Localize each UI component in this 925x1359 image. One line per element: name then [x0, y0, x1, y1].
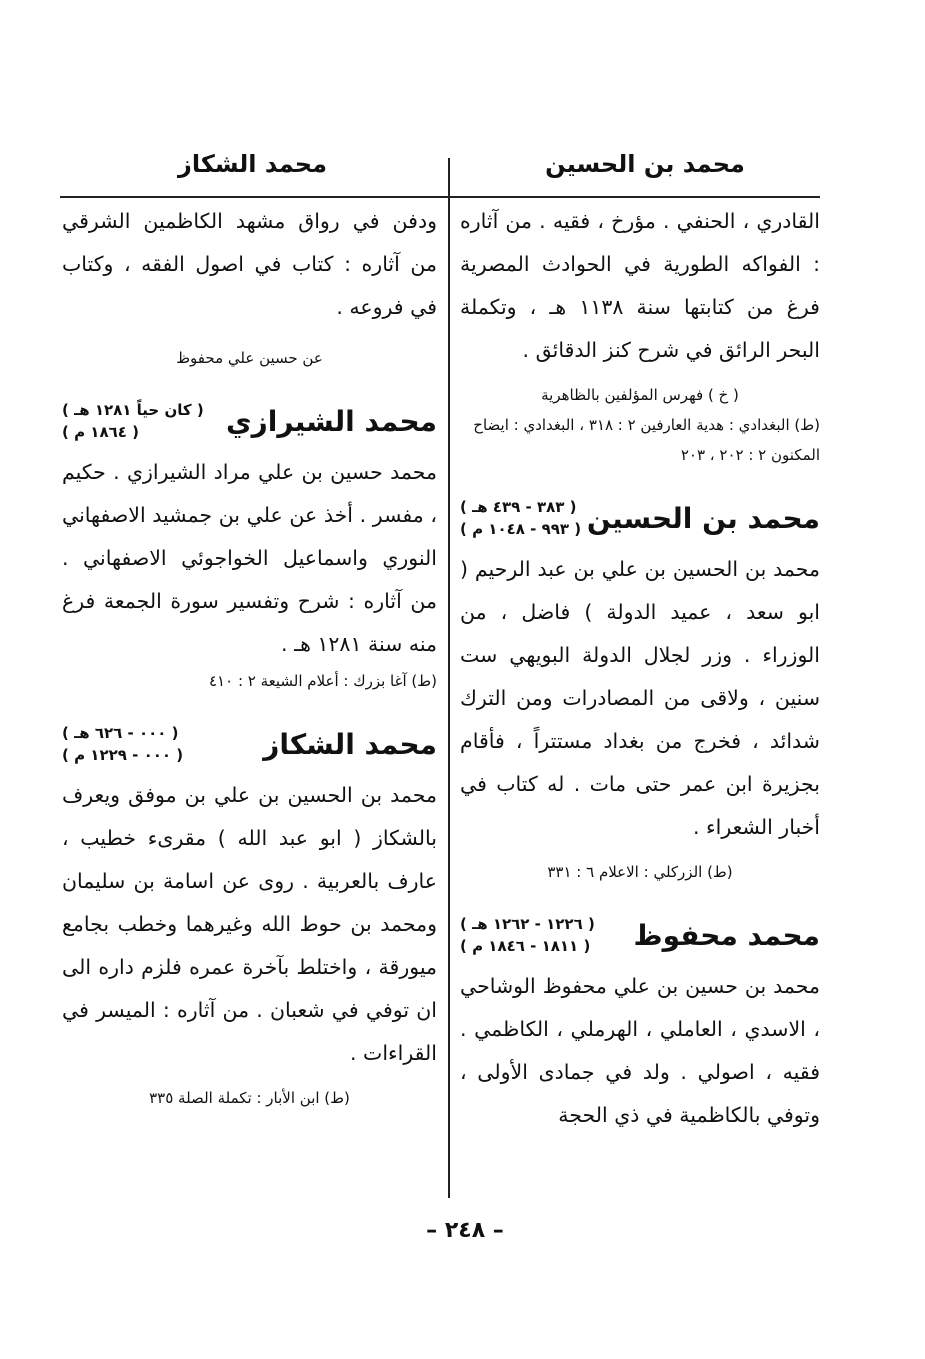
entry-text: محمد بن الحسين بن علي بن موفق ويعرف بالشكاز ( ابو عبد الله ) مقرىء خطيب ، عارف بالعربية . روى عن اسامة بن سليمان ومحمد بن حوط الله وغيرهما وخطب بجامع ميورقة ، واختلط بآخرة عمره فلزم داره الى ان توفي في شعبان . من آثاره : الميسر في القراءات . — [62, 783, 437, 1065]
continuation-text: ودفن في رواق مشهد الكاظمين الشرقي من آثاره : كتاب في اصول الفقه ، وكتاب في فروعه . — [62, 209, 437, 319]
entry-heading — [62, 399, 437, 443]
entry-name: محمد بن الحسين — [586, 501, 820, 535]
running-head-left: محمد الشكاز — [178, 150, 327, 178]
entry-name: محمد الشكاز — [263, 727, 437, 761]
citation: (ط) البغدادي : هدية العارفين ٢ : ٣١٨ ، البغدادي : ايضاح المكنون ٢ : ٢٠٢ ، ٢٠٣ — [473, 416, 820, 464]
dates-gregorian: ( ٠٠٠ - ١٢٢٩ م ) — [62, 746, 184, 764]
citation: عن حسين علي محفوظ — [176, 349, 323, 367]
citation: (ط) الزركلي : الاعلام ٦ : ٣٣١ — [547, 863, 733, 881]
dates-hijri: ( ٠٠٠ - ٦٢٦ هـ ) — [62, 724, 179, 742]
column-divider — [448, 158, 450, 1198]
continuation-text: القادري ، الحنفي . مؤرخ ، فقيه . من آثاره : الفواكه الطورية في الحوادث المصرية فرغ من كتابتها سنة ١١٣٨ هـ ، وتكملة البحر الرائق في شرح كنز الدقائق . — [460, 209, 820, 362]
page-number: – ٢٤٨ – — [426, 1218, 504, 1243]
dates-gregorian: ( ١٨١١ - ١٨٤٦ م ) — [460, 937, 591, 955]
entry-heading — [62, 722, 437, 766]
entry-name: محمد الشيرازي — [225, 404, 437, 438]
entry-dates — [62, 399, 204, 443]
left-column — [62, 200, 437, 1113]
running-head-right: محمد بن الحسين — [545, 150, 745, 178]
entry-text: محمد بن الحسين بن علي بن عبد الرحيم ( ابو سعد ، عميد الدولة ) فاضل ، من الوزراء . وزر لجلال الدولة البويهي ست سنين ، ولاقى من المصادرات ومن الترك شدائد ، فخرج من بغداد مستتراً ، فأقام بجزيرة ابن عمر حتى مات . له كتاب في أخبار الشعراء . — [460, 557, 820, 839]
entry-heading — [460, 496, 820, 540]
dates-gregorian: ( ٩٩٣ - ١٠٤٨ م ) — [460, 520, 582, 538]
header-rule — [60, 196, 820, 198]
dates-gregorian: ( ١٨٦٤ م ) — [62, 423, 139, 441]
entry-text: محمد بن حسين بن علي محفوظ الوشاحي ، الاسدي ، العاملي ، الهرملي ، الكاظمي . فقيه ، اصولي . ولد في جمادى الأولى ، وتوفي بالكاظمية في ذي الحجة — [460, 974, 820, 1127]
dates-hijri: ( ١٢٢٦ - ١٢٦٢ هـ ) — [460, 915, 595, 933]
citation: ( خ ) فهرس المؤلفين بالظاهرية — [541, 386, 739, 404]
dates-hijri: ( ٣٨٣ - ٤٣٩ هـ ) — [460, 498, 577, 516]
entry-dates — [62, 722, 183, 766]
entry-heading — [460, 913, 820, 957]
entry-dates — [460, 496, 581, 540]
right-column — [460, 200, 820, 1137]
citation: (ط) ابن الأبار : تكملة الصلة ٣٣٥ — [149, 1089, 350, 1107]
entry-text: محمد حسين بن علي مراد الشيرازي . حكيم ، مفسر . أخذ عن علي بن جمشيد الاصفهاني النوري واسماعيل الخواجوئي الاصفهاني . من آثاره : شرح وتفسير سورة الجمعة فرغ منه سنة ١٢٨١ هـ . — [62, 460, 437, 656]
entry-name: محمد محفوظ — [633, 918, 820, 952]
entry-dates — [460, 913, 595, 957]
citation: (ط) آغا بزرك : أعلام الشيعة ٢ : ٤١٠ — [209, 672, 437, 690]
dates-hijri: ( كان حياً ١٢٨١ هـ ) — [62, 401, 204, 419]
